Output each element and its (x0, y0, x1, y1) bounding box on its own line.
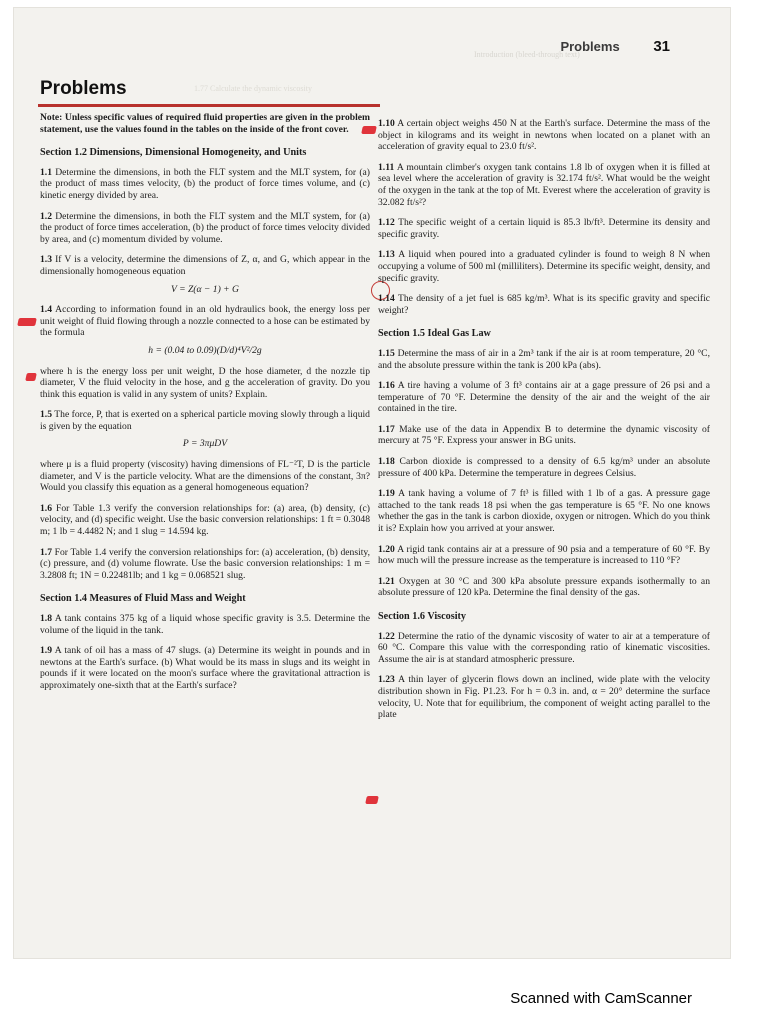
problem-1-9 (40, 645, 370, 691)
problem-number: 1.8 (40, 613, 52, 624)
problem-1-14 (378, 293, 710, 316)
bleed-through-text: Introduction (bleed-through text) (474, 50, 580, 59)
highlight-marker-1-23 (365, 796, 379, 804)
problem-number: 1.11 (378, 161, 395, 173)
problem-1-16 (378, 380, 710, 415)
problem-number: 1.3 (40, 254, 52, 266)
problem-text: A tank having a volume of 7 ft³ is filled with 1 lb of a gas. A pressure gage attached to the tank reads 18 psi when the gas temperature is 65 °F. No one knows whether the gas in the tank is carbon dioxide, oxygen or nitrogen. Which do you think it is? Explain how you arrived at your answer. (378, 488, 710, 535)
problem-1-4-continued: where h is the energy loss per unit weight, D the hose diameter, d the nozzle tip diameter, V the fluid velocity in the hose, and g the acceleration of gravity. Do you think this equation is valid in any system of units? Explain. (40, 365, 370, 400)
problem-1-18 (378, 456, 710, 479)
problem-number: 1.16 (378, 380, 395, 392)
problem-number: 1.12 (378, 217, 395, 229)
section-heading-1-2: Section 1.2 Dimensions, Dimensional Homogeneity, and Units (40, 147, 307, 159)
problem-1-23 (378, 674, 710, 720)
problem-text: A certain object weighs 450 N at the Earth's surface. Determine the mass of the object in kilograms and its weight in newtons when located on a planet with an acceleration of gravity equal to 23.0 ft/s². (378, 118, 710, 153)
problem-1-5 (40, 409, 370, 432)
problem-1-19 (378, 488, 710, 534)
problem-number: 1.17 (378, 423, 395, 435)
problem-1-8 (40, 613, 370, 636)
problem-text: Carbon dioxide is compressed to a density of 6.5 kg/m³ under an absolute pressure of 400 kPa. Determine the temperature in degrees Celsius. (378, 456, 711, 479)
problem-text: Determine the dimensions, in both the FLT system and the MLT system, for (a) the product of mass times velocity, (b) the product of force times volume, and (c) kinetic energy divided by area. (40, 166, 370, 201)
running-header-title: Problems (560, 39, 620, 54)
problem-1-7 (40, 547, 370, 582)
problem-number: 1.5 (40, 409, 52, 421)
left-column (40, 112, 370, 701)
problem-text: The force, P, that is exerted on a spherical particle moving slowly through a liquid is given by the equation (40, 409, 370, 432)
chapter-title: Problems (40, 78, 127, 99)
problem-1-3 (40, 254, 370, 277)
equation-1-4: h = (0.04 to 0.09)(D/d)⁴V²/2g (148, 344, 262, 356)
problem-text: The density of a jet fuel is 685 kg/m³. What is its specific gravity and specific weight? (378, 293, 710, 316)
problem-1-21 (378, 576, 710, 599)
problem-text: Determine the dimensions, in both the FLT system and the MLT system, for (a) the product of force times acceleration, (b) the product of force times velocity divided by area, and (c) momentum divided by volume. (40, 210, 370, 245)
problem-text: The specific weight of a certain liquid is 85.3 lb/ft³. Determine its density and specific gravity. (378, 217, 710, 240)
camscanner-watermark: Scanned with CamScanner (510, 990, 692, 1007)
equation-1-5: P = 3πμDV (182, 438, 228, 450)
problem-1-17 (378, 424, 710, 447)
problem-text: A tire having a volume of 3 ft³ contains air at a gage pressure of 26 psi and a temperature of 70 °F. Determine the density of the air and the weight of the air contained in the tire. (378, 380, 711, 415)
problem-1-13 (378, 249, 710, 284)
problem-number: 1.14 (378, 293, 395, 305)
problem-text: A tank contains 375 kg of a liquid whose specific gravity is 3.5. Determine the volume of the liquid in the tank. (40, 613, 370, 636)
problem-text: For Table 1.4 verify the conversion relationships for: (a) acceleration, (b) density, (c) pressure, and (d) volume flowrate. Use the basic conversion relationships: 1 m = 3.2808 ft; 1N = 0.22481lb; and 1 kg = 0.068521 slug. (40, 546, 370, 581)
problem-1-1 (40, 167, 370, 202)
problem-1-22 (378, 631, 710, 666)
problem-number: 1.1 (40, 166, 52, 178)
problem-number: 1.9 (40, 645, 52, 657)
problem-text: If V is a velocity, determine the dimensions of Z, α, and G, which appear in the dimensionally homogeneous equation (40, 254, 370, 277)
problem-1-2 (40, 211, 370, 246)
problem-text: For Table 1.3 verify the conversion relationships for: (a) area, (b) density, (c) velocity, and (d) specific weight. Use the basic conversion relationships: 1 ft = 0.3048 m; 1 lb = 4.4482 N; and 1 slug = 14.594 kg. (40, 502, 370, 538)
problem-text: A thin layer of glycerin flows down an inclined, wide plate with the velocity distribution shown in Fig. P1.23. For h = 0.3 in. and, α = 20° determine the surface velocity, U. Note that for equilibrium, the component of weight acting parallel to the plate (378, 674, 710, 721)
problem-number: 1.4 (40, 304, 52, 316)
problem-text: Determine the mass of air in a 2m³ tank if the air is at room temperature, 20 °C, and the absolute pressure within the tank is 200 kPa (abs). (378, 347, 710, 371)
problem-number: 1.19 (378, 488, 395, 500)
section-heading-1-6: Section 1.6 Viscosity (378, 611, 467, 622)
problem-text: According to information found in an old hydraulics book, the energy loss per unit weight of fluid flowing through a nozzle connected to a hose can be estimated by the formula (40, 304, 370, 339)
problem-1-20 (378, 544, 710, 567)
problem-number: 1.23 (378, 674, 395, 686)
problem-text: A rigid tank contains air at a pressure of 90 psia and a temperature of 60 °F. By how much will the pressure increase as the temperature is increased to 110 °F? (378, 543, 711, 567)
problem-number: 1.13 (378, 249, 395, 261)
problem-text: A liquid when poured into a graduated cylinder is found to weigh 8 N when occupying a volume of 500 ml (milliliters). Determine its specific weight, density, and specific gravity. (378, 249, 710, 284)
problem-1-5-continued: where μ is a fluid property (viscosity) having dimensions of FL⁻²T, D is the particle diameter, and V is the particle velocity. What are the dimensions of the constant, 3π? Would you classify this equation as a general homogeneous equation? (40, 459, 370, 494)
problem-number: 1.21 (378, 575, 395, 587)
running-header (560, 38, 670, 55)
problem-text: A tank of oil has a mass of 47 slugs. (a) Determine its weight in pounds and in newtons at the Earth's surface. (b) What would be its mass in slugs and its weight in pounds if it were located on the moon's surface where the gravitational attraction is approximately one-sixth that at the Earth's surface? (40, 645, 370, 691)
problem-1-10 (378, 118, 710, 153)
problem-text: Make use of the data in Appendix B to determine the dynamic viscosity of mercury at 75 °F. Express your answer in BG units. (378, 423, 710, 447)
problem-number: 1.15 (378, 347, 395, 359)
right-column (378, 118, 710, 730)
problem-text: A mountain climber's oxygen tank contains 1.8 lb of oxygen when it is filled at sea level where the acceleration of gravity is 32.174 ft/s². What would be the weight of the oxygen in the tank at the top of Mt. Everest where the acceleration of gravity is 32.082 ft/s²? (378, 161, 710, 208)
problem-number: 1.18 (378, 456, 395, 468)
problem-number: 1.7 (40, 546, 52, 558)
problem-number: 1.20 (378, 543, 395, 555)
problem-text: Oxygen at 30 °C and 300 kPa absolute pressure expands isothermally to an absolute pressure of 120 kPa. Determine the final density of the gas. (378, 575, 710, 599)
problem-1-6 (40, 503, 370, 538)
problem-number: 1.10 (378, 118, 395, 129)
equation-1-3: V = Z(α − 1) + G (171, 283, 239, 295)
scanned-page (14, 8, 730, 958)
problem-1-12 (378, 217, 710, 240)
problem-number: 1.6 (40, 502, 52, 514)
problem-number: 1.22 (378, 630, 395, 642)
bleed-through-text-2: 1.77 Calculate the dynamic viscosity (194, 84, 312, 93)
problem-number: 1.2 (40, 210, 52, 222)
note-paragraph: Note: Unless specific values of required fluid properties are given in the problem statement, use the values found in the tables on the inside of the front cover. (40, 112, 370, 135)
highlight-marker-1-3 (17, 318, 37, 326)
section-heading-1-4: Section 1.4 Measures of Fluid Mass and Weight (40, 593, 246, 605)
page-number: 31 (653, 38, 670, 55)
highlight-marker-1-4 (25, 373, 37, 381)
problem-text: Determine the ratio of the dynamic viscosity of water to air at a temperature of 60 °C. Compare this value with the corresponding ratio of kinematic viscosities. Assume the air is at standard atmospheric pressure. (378, 630, 710, 665)
problem-1-11 (378, 162, 710, 208)
title-rule (38, 104, 380, 107)
section-heading-1-5: Section 1.5 Ideal Gas Law (378, 328, 491, 340)
problem-1-15 (378, 348, 710, 371)
problem-1-4 (40, 304, 370, 339)
